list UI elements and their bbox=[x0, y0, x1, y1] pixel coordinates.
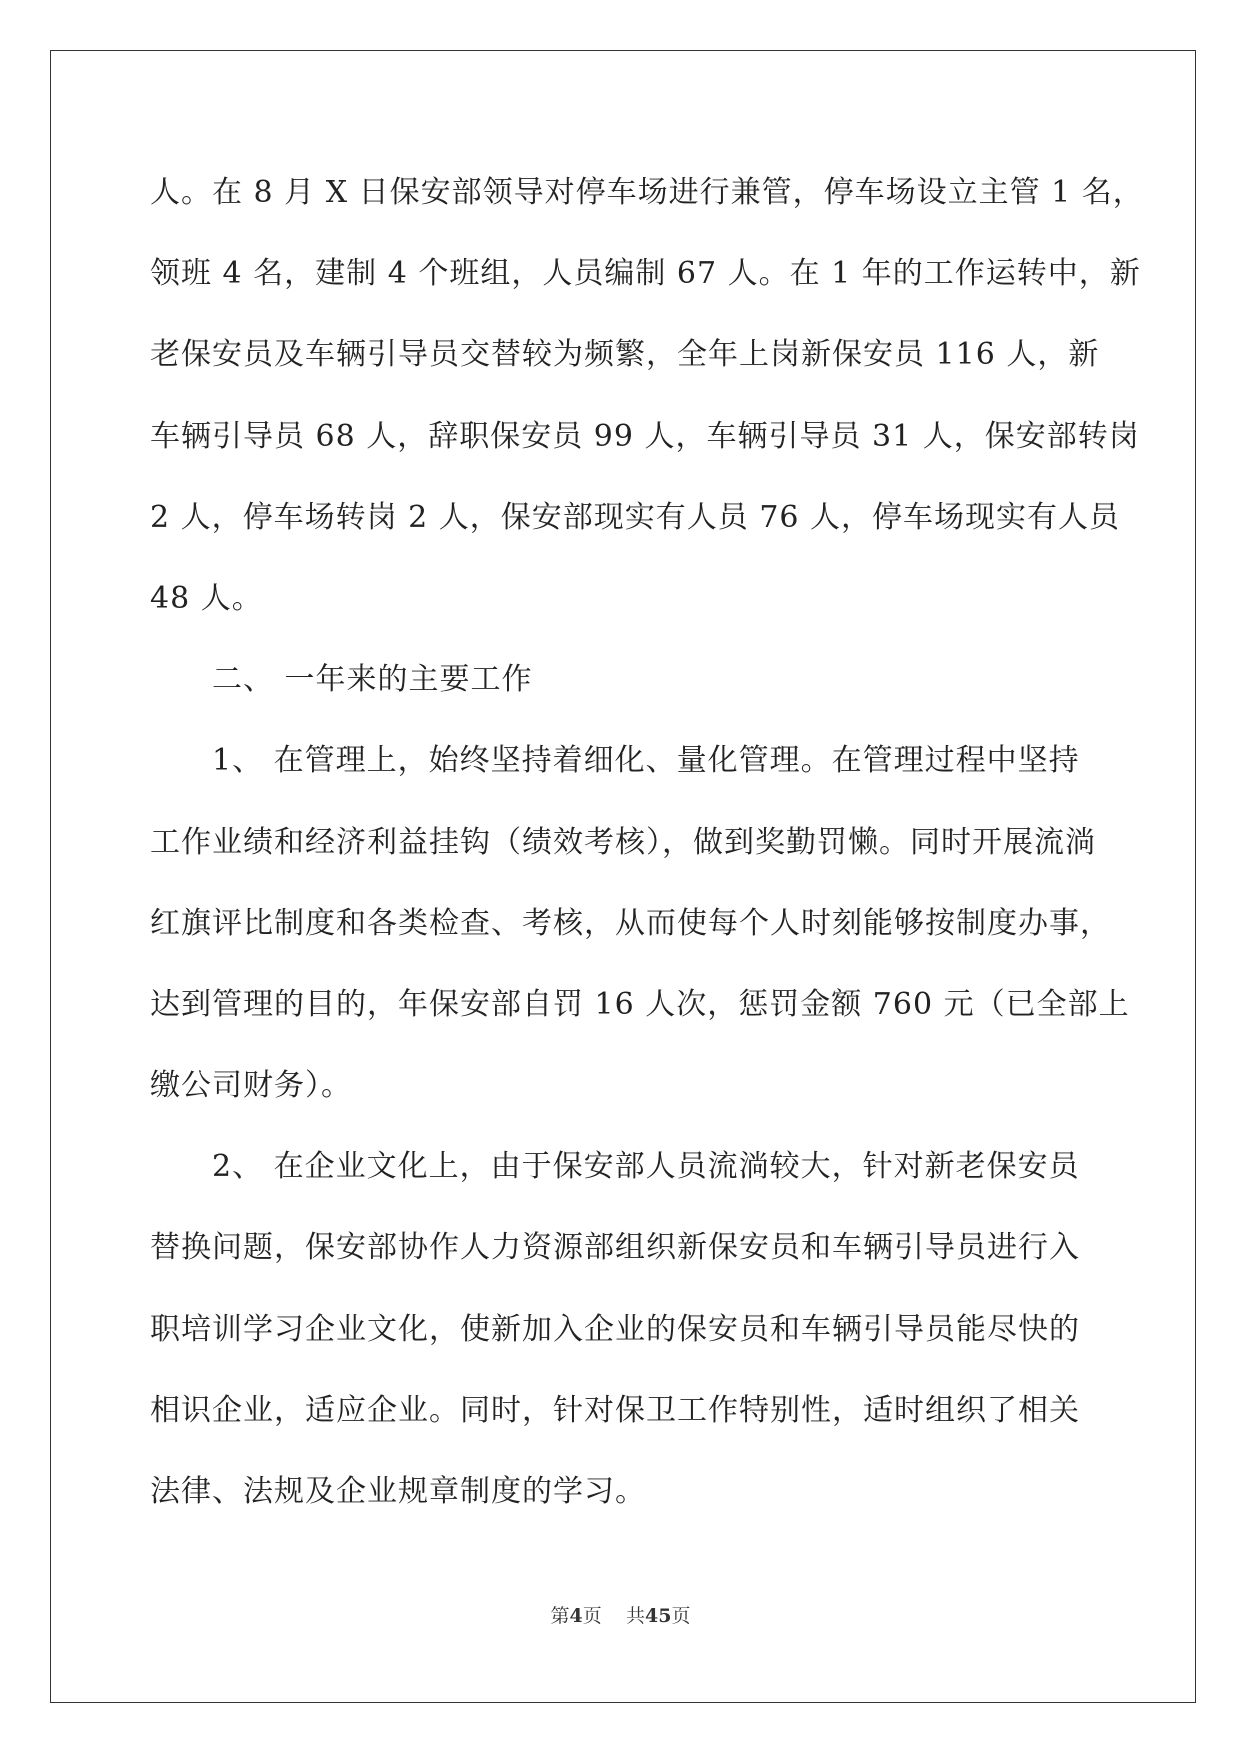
body-line: 2 人，停车场转岗 2 人，保安部现实有人员 76 人，停车场现实有人员 bbox=[150, 499, 1121, 535]
paragraph-start: 2、 在企业文化上，由于保安部人员流淌较大，针对新老保安员 bbox=[212, 1149, 1080, 1185]
body-line: 领班 4 名，建制 4 个班组，人员编制 67 人。在 1 年的工作运转中，新 bbox=[150, 256, 1141, 292]
body-line: 替换问题，保安部协作人力资源部组织新保安员和车辆引导员进行入 bbox=[150, 1230, 1080, 1266]
body-line: 车辆引导员 68 人，辞职保安员 99 人，车辆引导员 31 人，保安部转岗 bbox=[150, 418, 1140, 454]
body-line: 人。在 8 月 X 日保安部领导对停车场进行兼管，停车场设立主管 1 名， bbox=[150, 175, 1144, 210]
total-prefix: 共 bbox=[625, 1605, 645, 1627]
total-suffix: 页 bbox=[671, 1605, 691, 1627]
body-line: 老保安员及车辆引导员交替较为频繁，全年上岗新保安员 116 人，新 bbox=[150, 337, 1100, 373]
page-number: 4 bbox=[569, 1605, 583, 1627]
page-suffix: 页 bbox=[582, 1605, 602, 1627]
page-prefix: 第 bbox=[550, 1605, 570, 1627]
total-pages: 45 bbox=[644, 1605, 672, 1627]
body-line: 缴公司财务）。 bbox=[150, 1068, 352, 1104]
page-footer bbox=[0, 1601, 1241, 1628]
document-body bbox=[150, 152, 1144, 1532]
body-line: 红旗评比制度和各类检查、考核，从而使每个人时刻能够按制度办事， bbox=[150, 905, 1111, 941]
body-line: 48 人。 bbox=[150, 580, 263, 616]
body-line: 法律、法规及企业规章制度的学习。 bbox=[150, 1474, 646, 1509]
body-line: 相识企业，适应企业。同时，针对保卫工作特别性，适时组织了相关 bbox=[150, 1392, 1080, 1428]
body-line: 达到管理的目的，年保安部自罚 16 人次，惩罚金额 760 元（已全部上 bbox=[150, 986, 1130, 1022]
section-heading: 二、 一年来的主要工作 bbox=[212, 662, 533, 698]
body-line: 职培训学习企业文化，使新加入企业的保安员和车辆引导员能尽快的 bbox=[150, 1311, 1080, 1347]
paragraph-start: 1、 在管理上，始终坚持着细化、量化管理。在管理过程中坚持 bbox=[212, 743, 1080, 779]
body-line: 工作业绩和经济利益挂钩（绩效考核），做到奖勤罚懒。同时开展流淌 bbox=[150, 824, 1096, 860]
